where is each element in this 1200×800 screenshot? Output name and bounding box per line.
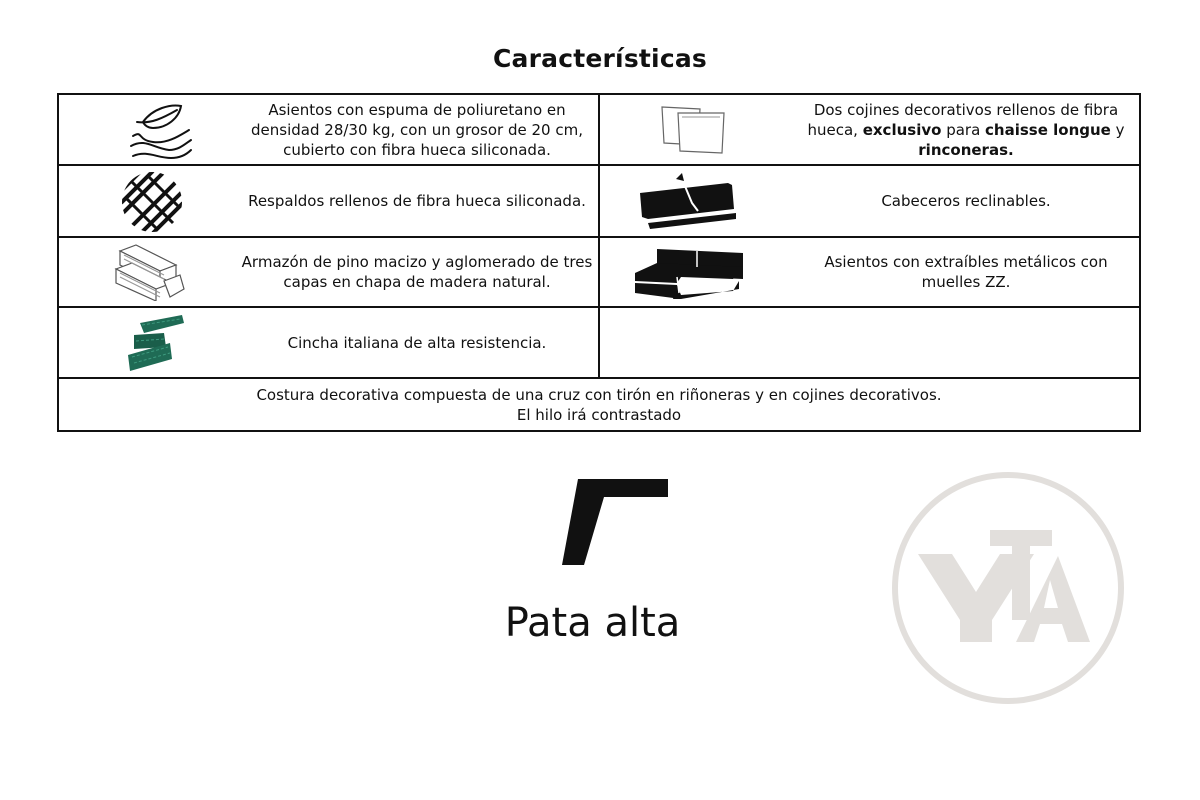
feature-text: Cabeceros reclinables. xyxy=(881,192,1051,210)
feature-cell-backrest xyxy=(59,166,598,236)
feature-text: Asientos con espuma de poliuretano en densidad 28/30 kg, con un grosor de 20 cm, cubierto con fibra hueca siliconada. xyxy=(251,101,583,159)
feature-cell-stitching xyxy=(59,379,1139,430)
sofa-springs-icon xyxy=(632,242,748,302)
feature-text: Armazón de pino macizo y aglomerado de tres capas en chapa de madera natural. xyxy=(241,253,593,291)
features-table xyxy=(57,93,1141,432)
feature-text: Cincha italiana de alta resistencia. xyxy=(287,334,547,352)
sofa-leg-icon xyxy=(560,477,672,573)
feature-text: Dos cojines decorativos rellenos de fibra hueca, exclusivo para chaisse longue y rinconeras. xyxy=(807,101,1125,159)
feature-cell-springs xyxy=(600,238,1141,306)
feature-cell-cushions xyxy=(600,95,1141,164)
feature-cell-webbing xyxy=(59,308,598,377)
feature-cell-frame xyxy=(59,238,598,306)
cushions-icon xyxy=(648,99,728,159)
leg-label: Pata alta xyxy=(504,600,681,646)
webbing-strap-icon xyxy=(121,312,189,374)
page-title: Características xyxy=(492,44,707,73)
empty-cell xyxy=(600,308,1141,377)
fiber-weave-icon xyxy=(119,172,185,232)
feature-text: Respaldos rellenos de fibra hueca siliconada. xyxy=(248,192,586,210)
feather-foam-icon xyxy=(121,99,201,161)
feature-text: Asientos con extraíbles metálicos con muelles ZZ. xyxy=(824,253,1108,291)
feature-cell-foam xyxy=(59,95,598,164)
feature-cell-headrest xyxy=(600,166,1141,236)
footer-text: Costura decorativa compuesta de una cruz con tirón en riñoneras y en cojines decorativos. El hilo irá contrastado xyxy=(256,386,942,424)
reclining-headrest-icon xyxy=(636,170,740,232)
brand-logo xyxy=(890,470,1126,706)
wood-planks-icon xyxy=(113,242,189,302)
